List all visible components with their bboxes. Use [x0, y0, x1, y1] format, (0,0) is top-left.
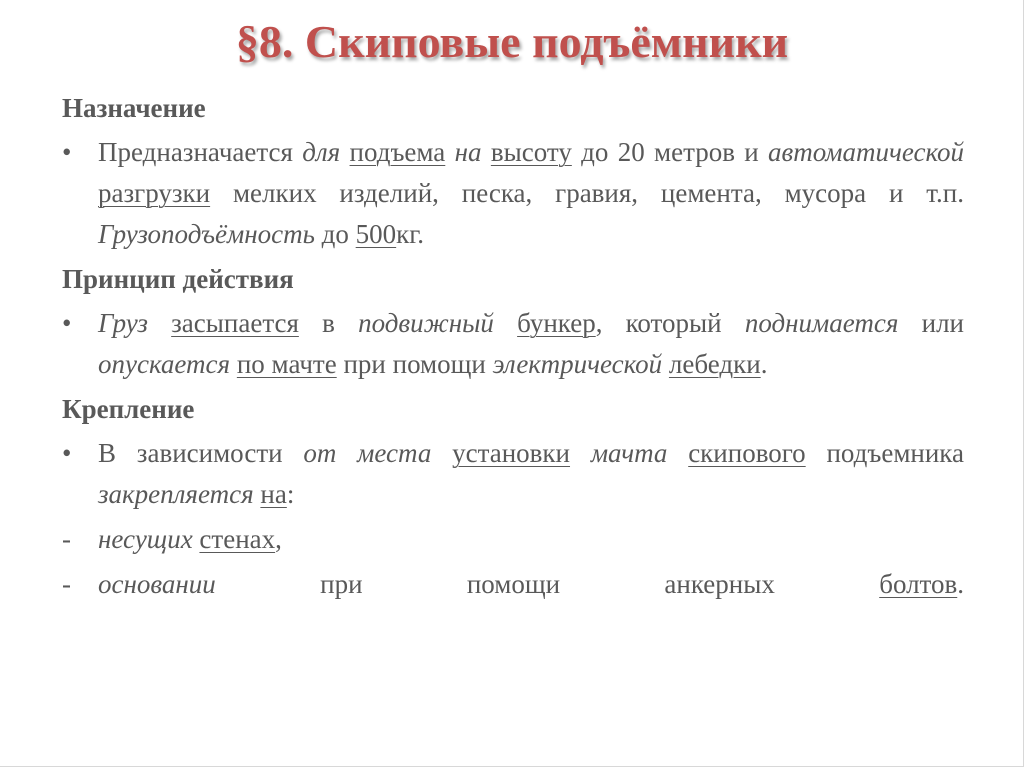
text-run: мелких изделий, песка, гравия, цемента, мусора и т.п. — [210, 178, 964, 208]
italic-term: закрепляется — [98, 479, 254, 509]
text-run — [570, 438, 591, 468]
bullet-marker: • — [62, 438, 72, 468]
underlined-term: стенах — [199, 524, 276, 554]
underlined-term: бункер — [517, 308, 596, 338]
underlined-term: болтов — [879, 569, 958, 599]
italic-term: на — [454, 137, 482, 167]
text-run — [494, 308, 517, 338]
slide-body — [62, 88, 964, 609]
underlined-term: установки — [452, 438, 571, 468]
text-run — [230, 349, 237, 379]
text-run: при помощи — [336, 349, 493, 379]
bullet-marker: • — [62, 137, 72, 167]
dash-marker: - — [62, 524, 71, 554]
italic-term: подвижный — [358, 308, 494, 338]
italic-term: опускается — [98, 349, 231, 379]
text-run: до 20 метров и — [571, 137, 769, 167]
italic-term: Грузоподъёмность — [98, 219, 315, 249]
text-run: в — [298, 308, 359, 338]
text-run: при помощи анкерных — [215, 569, 880, 599]
text-run — [445, 137, 454, 167]
italic-term: мачта — [590, 438, 668, 468]
italic-term: от места — [303, 438, 432, 468]
text-run: кг. — [396, 219, 425, 249]
bullet-item — [62, 132, 964, 255]
dash-marker: - — [62, 569, 71, 599]
underlined-term: лебедки — [668, 349, 761, 379]
underlined-term: засыпается — [171, 308, 299, 338]
text-run: Предназначается — [98, 137, 293, 167]
italic-term: автоматической — [768, 137, 965, 167]
text-run — [148, 308, 171, 338]
italic-term: поднимается — [744, 308, 899, 338]
italic-term: несущих — [98, 524, 193, 554]
section-heading: Назначение — [62, 93, 206, 123]
underlined-term: на — [260, 479, 287, 509]
text-run — [482, 137, 491, 167]
underlined-term: скипового — [688, 438, 806, 468]
bullet-item — [62, 433, 964, 515]
underlined-term: 500 — [355, 219, 397, 249]
dash-item — [62, 519, 964, 560]
underlined-term: подъема — [349, 137, 446, 167]
italic-term: основании — [98, 569, 216, 599]
text-run: подъемника — [805, 438, 964, 468]
italic-term: электрической — [492, 349, 663, 379]
text-run — [662, 349, 669, 379]
text-run: или — [898, 308, 964, 338]
text-run: . — [957, 569, 964, 599]
text-run — [340, 137, 349, 167]
underlined-term: разгрузки — [98, 178, 211, 208]
italic-term: Груз — [98, 308, 148, 338]
text-run — [667, 438, 688, 468]
italic-term: для — [302, 137, 341, 167]
dash-item — [62, 564, 964, 605]
text-run: , который — [595, 308, 745, 338]
text-run — [431, 438, 452, 468]
text-run: , — [275, 524, 282, 554]
section-heading: Крепление — [62, 394, 195, 424]
text-run: . — [760, 349, 768, 379]
text-run — [293, 137, 302, 167]
slide-title: §8. Скиповые подъёмники — [235, 16, 789, 67]
underlined-term: по мачте — [236, 349, 337, 379]
bullet-item — [62, 303, 964, 385]
underlined-term: высоту — [490, 137, 572, 167]
text-run: В зависимости — [98, 438, 304, 468]
text-run: : — [286, 479, 295, 509]
bullet-marker: • — [62, 308, 72, 338]
section-heading: Принцип действия — [62, 264, 294, 294]
text-run: до — [314, 219, 356, 249]
